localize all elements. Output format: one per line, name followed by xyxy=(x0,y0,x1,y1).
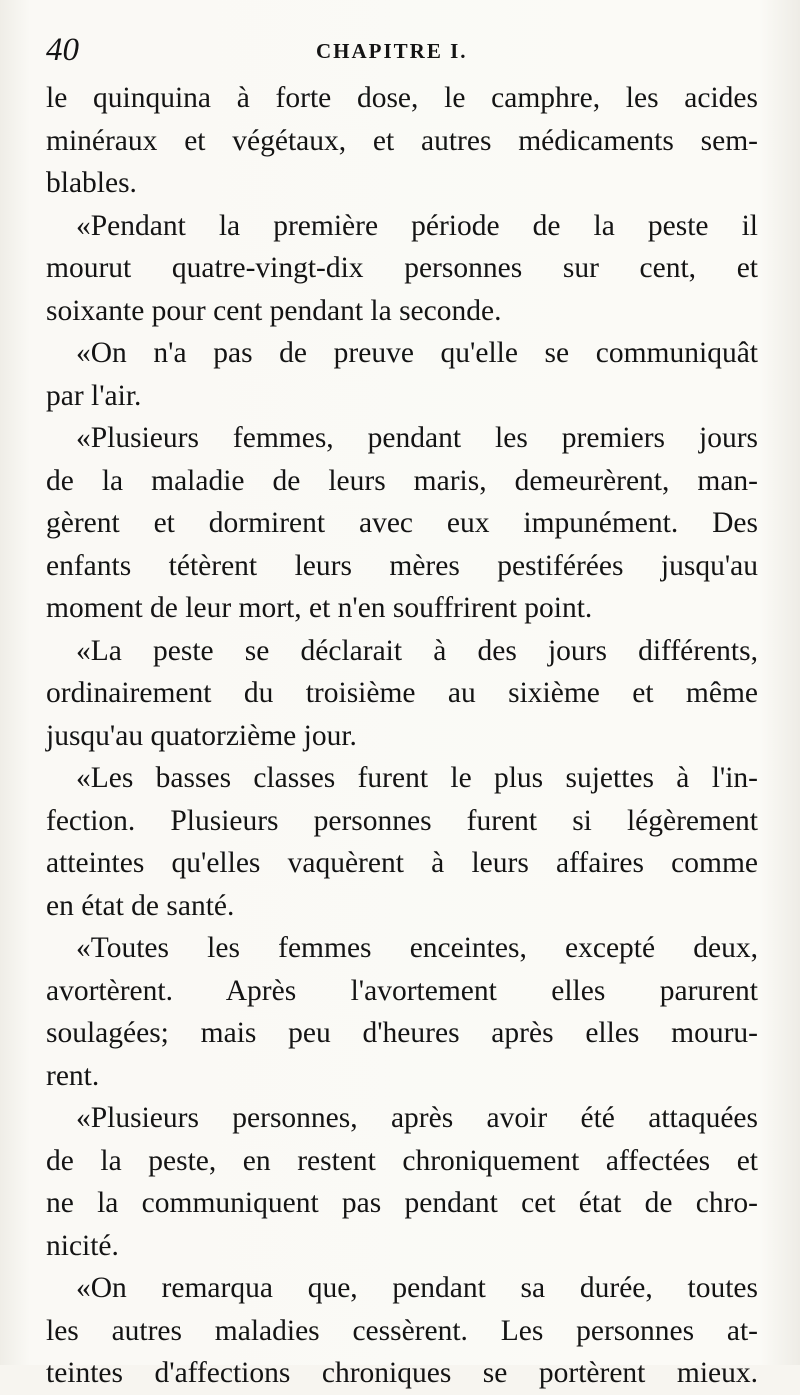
text-line: moment de leur mort, et n'en souffrirent point. xyxy=(46,592,593,624)
text-line: soulagées; mais peu d'heures après elles mouru- xyxy=(46,1017,758,1049)
text-line: «Toutes les femmes enceintes, excepté deux, xyxy=(76,932,758,964)
text-line: gèrent et dormirent avec eux impunément. Des xyxy=(46,507,758,539)
running-header xyxy=(46,30,760,70)
text-line: les autres maladies cessèrent. Les personnes at- xyxy=(46,1314,758,1347)
text-line: avortèrent. Après l'avortement elles parurent xyxy=(46,974,758,1007)
text-line: atteintes qu'elles vaquèrent à leurs affaires comme xyxy=(46,847,758,879)
chapter-heading: CHAPITRE I. xyxy=(316,39,468,63)
paragraph xyxy=(46,77,758,205)
text-line: «La peste se déclarait à des jours différents, xyxy=(76,634,758,667)
paragraph xyxy=(46,630,758,758)
text-line: mourut quatre-vingt-dix personnes sur cent, et xyxy=(46,252,758,284)
text-line: rent. xyxy=(46,1059,100,1092)
text-line: blables. xyxy=(46,167,137,199)
text-line: jusqu'au quatorzième jour. xyxy=(46,719,357,752)
text-line: le quinquina à forte dose, le camphre, les acides xyxy=(46,82,758,114)
paragraph xyxy=(46,205,758,333)
text-line: ne la communiquent pas pendant cet état de chro- xyxy=(46,1187,758,1219)
body-text xyxy=(46,77,758,1395)
text-line: «On remarqua que, pendant sa durée, toutes xyxy=(76,1272,758,1304)
text-line: de la peste, en restent chroniquement affectées et xyxy=(46,1144,758,1177)
paragraph xyxy=(46,927,758,1097)
paragraph xyxy=(46,417,758,630)
text-line: enfants tétèrent leurs mères pestiférées jusqu'au xyxy=(46,549,758,582)
text-line: «Plusieurs personnes, après avoir été attaquées xyxy=(76,1102,758,1134)
text-line: «Plusieurs femmes, pendant les premiers jours xyxy=(76,422,758,454)
text-line: «On n'a pas de preuve qu'elle se communiquât xyxy=(76,337,758,369)
paragraph xyxy=(46,757,758,927)
text-line: ordinairement du troisième au sixième et même xyxy=(46,677,758,709)
paragraph xyxy=(46,1097,758,1267)
paragraph xyxy=(46,332,758,417)
text-line: «Pendant la première période de la peste il xyxy=(76,209,758,242)
paragraph xyxy=(46,1267,758,1395)
text-line: minéraux et végétaux, et autres médicaments sem- xyxy=(46,124,758,157)
text-line: en état de santé. xyxy=(46,889,235,922)
text-line: «Les basses classes furent le plus sujettes à l'in- xyxy=(76,762,758,794)
page-number: 40 xyxy=(46,32,79,68)
text-line: par l'air. xyxy=(46,379,142,412)
text-line: de la maladie de leurs maris, demeurèrent, man- xyxy=(46,464,758,497)
text-line: fection. Plusieurs personnes furent si légèrement xyxy=(46,804,758,837)
text-line: nicité. xyxy=(46,1229,119,1262)
text-line: soixante pour cent pendant la seconde. xyxy=(46,294,502,327)
text-line: teintes d'affections chroniques se portèrent mieux. xyxy=(46,1357,758,1389)
